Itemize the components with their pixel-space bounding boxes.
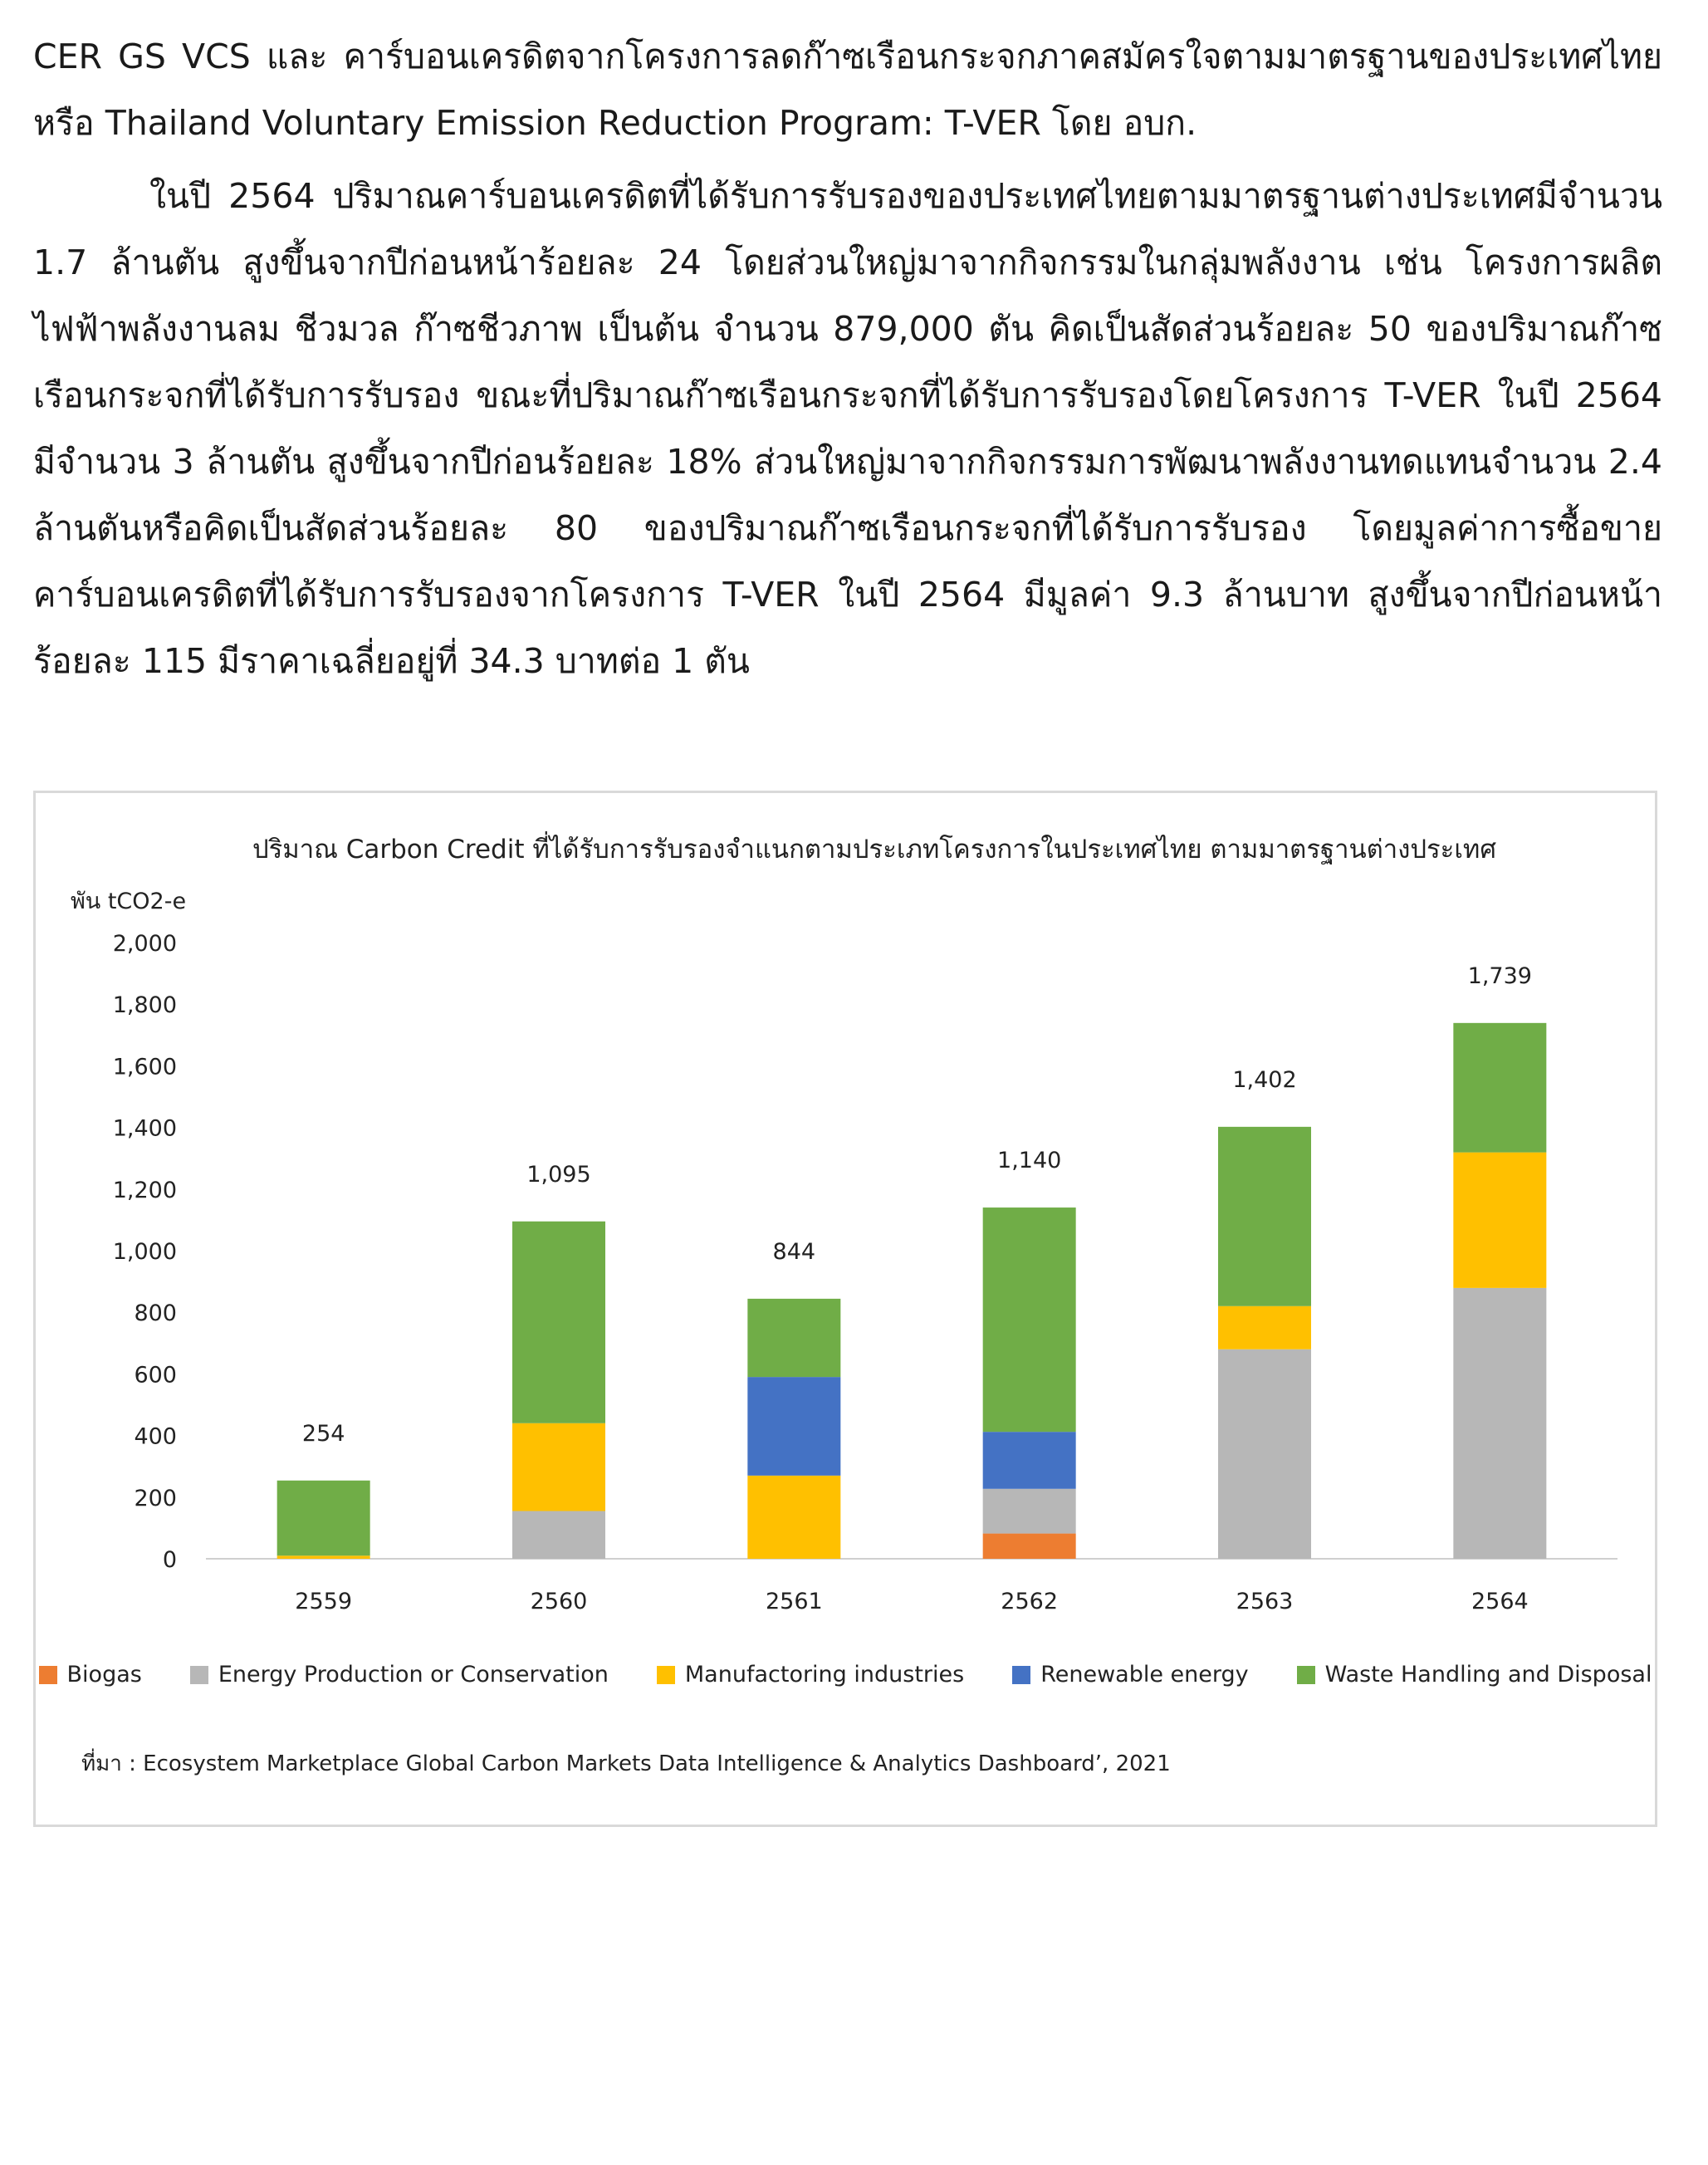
legend-item [1012,1662,1248,1687]
y-tick-label: 1,000 [112,1239,177,1265]
x-tick-label: 2562 [1001,1589,1059,1614]
y-tick-label: 0 [162,1547,177,1573]
y-tick-label: 800 [134,1300,177,1327]
bar-segment-waste-handling-and-disposal [1218,1127,1311,1306]
bar-segment-energy-production-or-conservation [512,1511,605,1559]
chart-title: ปริมาณ Carbon Credit ที่ได้รับการรับรองจำแนกตามประเภทโครงการในประเทศไทย ตามมาตรฐานต่างประเทศ [252,835,1497,865]
body-text [33,23,1662,694]
legend-swatch [190,1666,208,1684]
legend-label: Manufactoring industries [684,1662,965,1687]
y-axis-unit-label: พัน tCO2-e [71,889,187,914]
bar-segment-manufactoring-industries [512,1423,605,1511]
x-tick-label: 2564 [1471,1589,1529,1614]
bar-total-label: 1,739 [1467,962,1532,989]
bar-segment-manufactoring-industries [1453,1153,1546,1288]
bar-segment-renewable-energy [983,1432,1076,1489]
legend-swatch [1012,1666,1030,1684]
bar-total-label: 844 [772,1238,816,1265]
bar-segment-manufactoring-industries [747,1476,840,1559]
legend-label: Renewable energy [1040,1662,1249,1687]
chart-legend [36,1662,1655,1687]
y-tick-label: 1,400 [112,1115,177,1142]
bar-segment-energy-production-or-conservation [1218,1349,1311,1559]
stacked-bar-chart [36,793,1655,1657]
bar-segment-energy-production-or-conservation [1453,1288,1546,1559]
y-tick-label: 1,800 [112,992,177,1019]
legend-label: Energy Production or Conservation [218,1662,609,1687]
source-note: ที่มา : Ecosystem Marketplace Global Carbon Markets Data Intelligence & Analytics Dashboard’, 2021 [81,1751,1171,1776]
y-tick-label: 600 [134,1362,177,1389]
legend-swatch [657,1666,675,1684]
y-tick-label: 2,000 [112,931,177,957]
x-tick-label: 2563 [1236,1589,1294,1614]
bar-segment-waste-handling-and-disposal [983,1207,1076,1432]
bar-total-label: 254 [301,1420,345,1447]
legend-item [1297,1662,1652,1687]
bar-total-label: 1,402 [1232,1066,1297,1093]
legend-item [39,1662,142,1687]
bar-segment-manufactoring-industries [277,1555,370,1559]
bar-segment-waste-handling-and-disposal [512,1222,605,1423]
y-tick-label: 1,200 [112,1177,177,1203]
legend-item [190,1662,609,1687]
bar-segment-energy-production-or-conservation [983,1489,1076,1534]
legend-item [657,1662,964,1687]
bar-segment-waste-handling-and-disposal [277,1481,370,1556]
x-tick-label: 2560 [530,1589,588,1614]
bar-segment-biogas [983,1534,1076,1559]
x-tick-label: 2561 [765,1589,823,1614]
bar-total-label: 1,140 [997,1148,1062,1174]
y-tick-label: 200 [134,1485,177,1511]
y-tick-label: 400 [134,1423,177,1450]
bar-segment-manufactoring-industries [1218,1306,1311,1349]
legend-swatch [39,1666,57,1684]
legend-swatch [1297,1666,1315,1684]
legend-label: Waste Handling and Disposal [1324,1662,1652,1687]
legend-label: Biogas [66,1662,142,1687]
x-tick-label: 2559 [295,1589,353,1614]
bar-segment-renewable-energy [747,1377,840,1476]
y-tick-label: 1,600 [112,1054,177,1080]
chart-container [33,791,1657,1827]
paragraph-main: ในปี 2564 ปริมาณคาร์บอนเครดิตที่ได้รับการรับรองของประเทศไทยตามมาตรฐานต่างประเทศมีจำนวน 1.7 ล้านตัน สูงขึ้นจากปีก่อนหน้าร้อยละ 24 โดยส่วนใหญ่มาจากกิจกรรมในกลุ่มพลังงาน เช่น โครงการผลิตไฟฟ้าพลังงานลม ชีวมวล ก๊าซชีวภาพ เป็นต้น จำนวน 879,000 ตัน คิดเป็นสัดส่วนร้อยละ 50 ของปริมาณก๊าซเรือนกระจกที่ได้รับการรับรอง ขณะที่ปริมาณก๊าซเรือนกระจกที่ได้รับการรับรองโดยโครงการ T-VER ในปี 2564 มีจำนวน 3 ล้านตัน สูงขึ้นจากปีก่อนร้อยละ 18% ส่วนใหญ่มาจากกิจกรรมการพัฒนาพลังงานทดแทนจำนวน 2.4 ล้านตันหรือคิดเป็นสัดส่วนร้อยละ 80 ของปริมาณก๊าซเรือนกระจกที่ได้รับการรับรอง โดยมูลค่าการซื้อขายคาร์บอนเครดิตที่ได้รับการรับรองจากโครงการ T-VER ในปี 2564 มีมูลค่า 9.3 ล้านบาท สูงขึ้นจากปีก่อนหน้าร้อยละ 115 มีราคาเฉลี่ยอยู่ที่ 34.3 บาทต่อ 1 ตัน [33,176,1662,681]
paragraph-intro: CER GS VCS และ คาร์บอนเครดิตจากโครงการลดก๊าซเรือนกระจกภาคสมัครใจตามมาตรฐานของประเทศไทย หรือ Thailand Voluntary Emission Reduction Program: T-VER โดย อบก. [33,37,1662,143]
bar-segment-waste-handling-and-disposal [1453,1023,1546,1153]
bar-segment-waste-handling-and-disposal [747,1299,840,1377]
bar-total-label: 1,095 [526,1161,591,1188]
